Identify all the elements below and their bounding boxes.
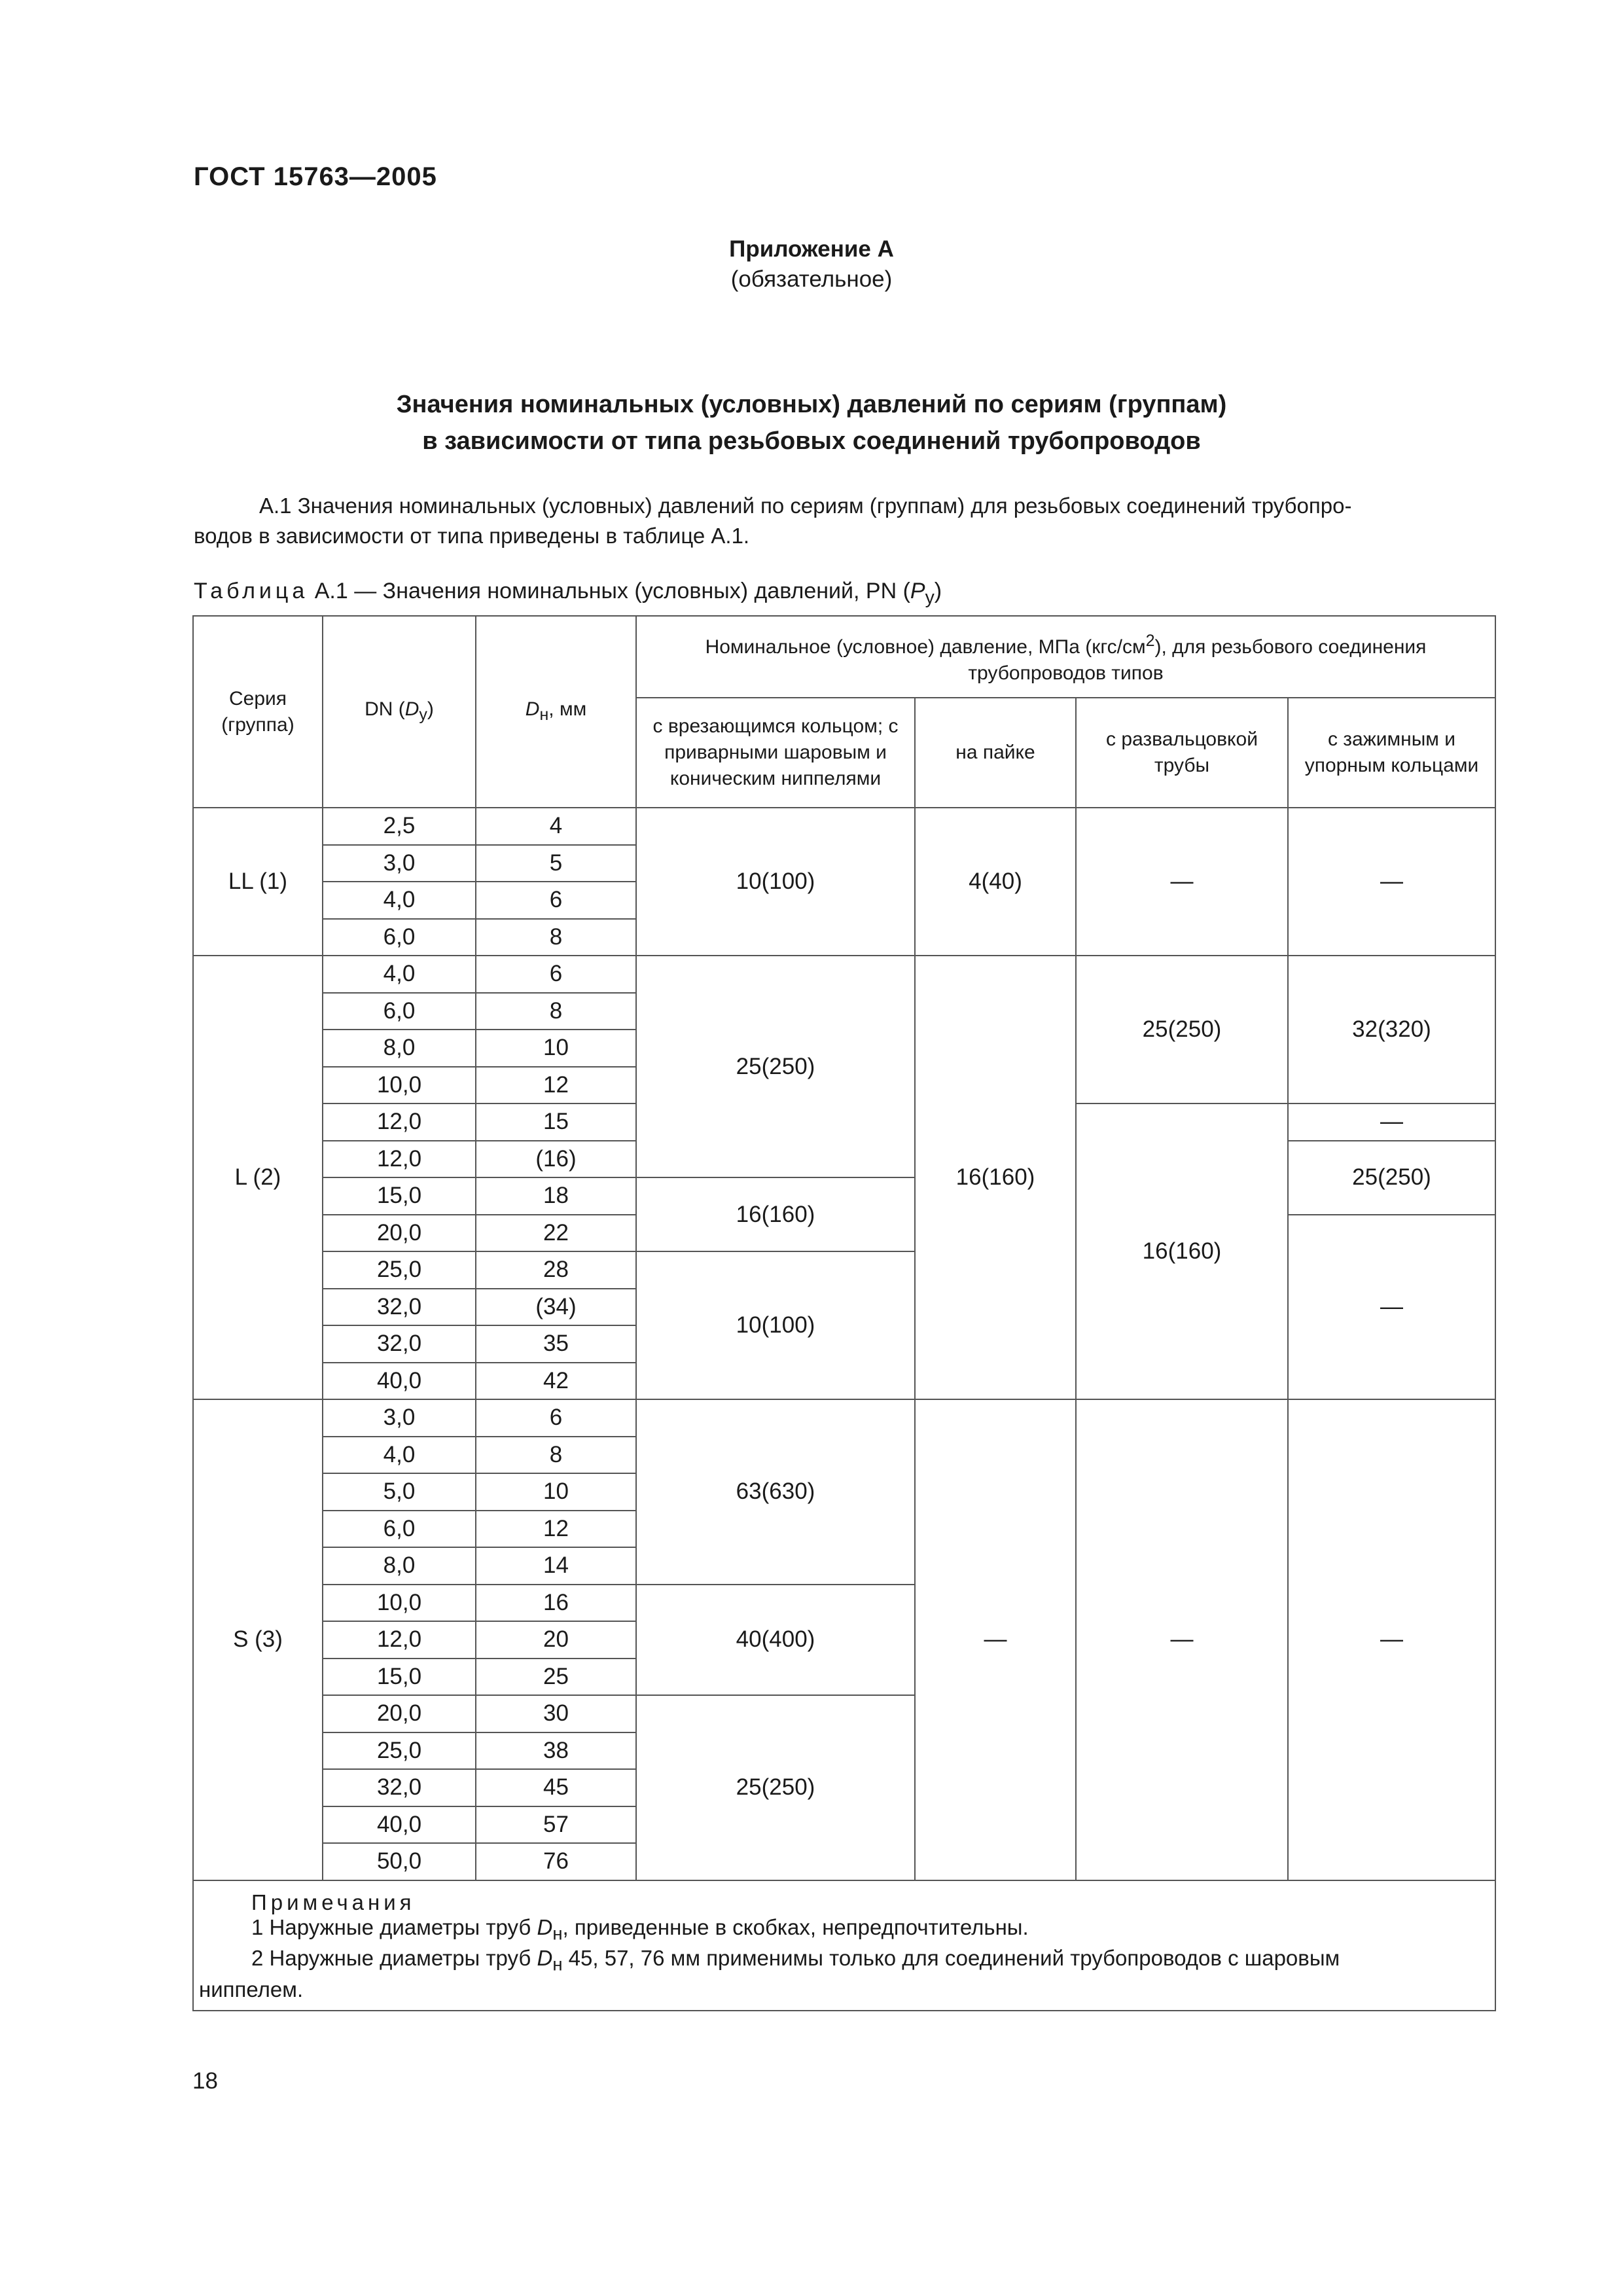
pressure-s-ring-a: 63(630) [636,1399,915,1585]
pressure-ll-solder: 4(40) [915,808,1076,956]
table-caption-close: ) [934,579,942,603]
dh-cell: 10 [476,1473,636,1511]
intro-paragraph [194,491,1496,551]
dh-cell: 22 [476,1215,636,1252]
dn-cell: 20,0 [323,1215,476,1252]
dn-cell: 2,5 [323,808,476,845]
header-type-clamp: с зажимным и упорным кольцами [1288,698,1495,808]
header-series: Серия (группа) [193,616,323,808]
header-pressure-sup: 2 [1145,631,1155,650]
dh-cell: 20 [476,1621,636,1659]
pressure-ll-clamp: — [1288,808,1495,956]
dn-cell: 12,0 [323,1103,476,1141]
pressure-l-clamp-d: — [1288,1215,1495,1400]
series-cell: LL (1) [193,808,323,956]
dh-cell: 10 [476,1030,636,1067]
dn-cell: 3,0 [323,845,476,882]
dn-cell: 8,0 [323,1547,476,1585]
pressure-l-flare-b: 16(160) [1076,1103,1288,1399]
dn-cell: 4,0 [323,882,476,919]
dn-cell: 8,0 [323,1030,476,1067]
pressure-l-ring-b: 16(160) [636,1177,915,1251]
note-2-cont: ниппелем. [199,1977,304,2001]
pressure-l-ring-c: 10(100) [636,1251,915,1399]
dn-cell: 40,0 [323,1806,476,1844]
pressure-l-clamp-c: 25(250) [1288,1141,1495,1215]
pressure-s-ring-b: 40(400) [636,1585,915,1696]
dn-cell: 25,0 [323,1732,476,1770]
dn-cell: 4,0 [323,956,476,993]
pressure-table [192,615,1496,2011]
header-pressure-text: Номинальное (условное) давление, МПа (кгс/см [705,636,1146,658]
table-row [193,1399,1495,1437]
table-caption-word: Таблица [194,579,309,603]
pressure-ll-ring: 10(100) [636,808,915,956]
dn-cell: 15,0 [323,1177,476,1215]
note-2-pre: 2 Наружные диаметры труб [251,1946,537,1971]
dh-cell: 57 [476,1806,636,1844]
note-1-post: , приведенные в скобках, непредпочтительны. [562,1914,1029,1939]
header-pressure-tail: ), для резьбового соединения трубопроводов типов [968,636,1427,684]
header-dh-sub: н [539,705,549,724]
dh-cell: 18 [476,1177,636,1215]
dn-cell: 6,0 [323,1511,476,1548]
dh-cell: 15 [476,1103,636,1141]
dn-cell: 40,0 [323,1363,476,1400]
pressure-l-ring-a: 25(250) [636,956,915,1177]
dn-cell: 10,0 [323,1585,476,1622]
series-cell: S (3) [193,1399,323,1880]
header-pressure [636,616,1495,698]
table-caption-var: P [910,579,925,603]
table-row [193,956,1495,993]
header-dh-var: D [525,698,540,720]
dh-cell: 6 [476,956,636,993]
intro-line-2: водов в зависимости от типа приведены в таблице А.1. [194,524,750,548]
header-dh-suffix: , мм [548,698,587,720]
appendix-heading [0,234,1623,295]
pressure-s-clamp: — [1288,1399,1495,1880]
dh-cell: 25 [476,1659,636,1696]
dh-cell: 30 [476,1695,636,1732]
note-1-sub: н [552,1923,563,1944]
dh-cell: (16) [476,1141,636,1178]
dn-cell: 5,0 [323,1473,476,1511]
title-line-2: в зависимости от типа резьбовых соединений трубопроводов [422,427,1201,455]
dn-cell: 12,0 [323,1141,476,1178]
standard-header: ГОСТ 15763—2005 [194,162,437,191]
dh-cell: 8 [476,993,636,1030]
dh-cell: 12 [476,1067,636,1104]
note-2-sub: н [552,1954,563,1975]
pressure-s-ring-c: 25(250) [636,1695,915,1880]
dn-cell: 6,0 [323,919,476,956]
note-1 [199,1915,1489,1946]
pressure-l-solder: 16(160) [915,956,1076,1399]
table-caption [194,579,942,609]
note-1-pre: 1 Наружные диаметры труб [251,1914,537,1939]
dh-cell: 5 [476,845,636,882]
dh-cell: 42 [476,1363,636,1400]
dn-cell: 4,0 [323,1437,476,1474]
table-row [193,808,1495,845]
dh-cell: 35 [476,1325,636,1363]
header-dn-sub: у [419,705,427,724]
notes-row [193,1880,1495,2011]
table-caption-sub: у [925,586,935,608]
dh-cell: 6 [476,1399,636,1437]
table-caption-text: А.1 — Значения номинальных (условных) давлений, PN ( [308,579,910,603]
note-2-var: D [537,1946,553,1971]
dh-cell: 8 [476,919,636,956]
dh-cell: 16 [476,1585,636,1622]
table-notes [193,1880,1495,2011]
header-type-flare: с развальцовкой трубы [1076,698,1288,808]
page-number: 18 [192,2068,218,2094]
note-1-var: D [537,1914,553,1939]
pressure-s-flare: — [1076,1399,1288,1880]
dh-cell: 8 [476,1437,636,1474]
dn-cell: 32,0 [323,1325,476,1363]
intro-line-1: А.1 Значения номинальных (условных) давлений по сериям (группам) для резьбовых соединений трубопро- [259,493,1352,518]
dn-cell: 6,0 [323,993,476,1030]
header-dn-suffix: ) [427,698,434,720]
dn-cell: 32,0 [323,1289,476,1326]
pressure-ll-flare: — [1076,808,1288,956]
header-type-solder: на пайке [915,698,1076,808]
series-cell: L (2) [193,956,323,1399]
dn-cell: 15,0 [323,1659,476,1696]
notes-title: Примечания [251,1890,416,1914]
pressure-l-clamp-a: 32(320) [1288,956,1495,1103]
header-dn-prefix: DN ( [365,698,405,720]
dh-cell: 14 [476,1547,636,1585]
header-type-ring: с врезающимся кольцом; с приварными шаровым и коническим ниппелями [636,698,915,808]
dh-cell: 12 [476,1511,636,1548]
dn-cell: 10,0 [323,1067,476,1104]
dh-cell: 45 [476,1769,636,1806]
pressure-s-solder: — [915,1399,1076,1880]
appendix-title [0,386,1623,459]
dn-cell: 32,0 [323,1769,476,1806]
dh-cell: 6 [476,882,636,919]
header-dn [323,616,476,808]
dh-cell: (34) [476,1289,636,1326]
header-dn-var: D [404,698,419,720]
title-line-1: Значения номинальных (условных) давлений по сериям (группам) [396,391,1227,418]
pressure-l-clamp-b: — [1288,1103,1495,1141]
dh-cell: 28 [476,1251,636,1289]
note-2-post: 45, 57, 76 мм применимы только для соединений трубопроводов с шаровым [562,1946,1340,1971]
dn-cell: 20,0 [323,1695,476,1732]
dn-cell: 12,0 [323,1621,476,1659]
dh-cell: 4 [476,808,636,845]
dh-cell: 38 [476,1732,636,1770]
appendix-name: Приложение А [729,236,894,262]
note-2 [199,1946,1489,1977]
dn-cell: 25,0 [323,1251,476,1289]
pressure-l-flare-a: 25(250) [1076,956,1288,1103]
appendix-status: (обязательное) [730,266,893,292]
dn-cell: 3,0 [323,1399,476,1437]
header-dh [476,616,636,808]
dh-cell: 76 [476,1843,636,1880]
dn-cell: 50,0 [323,1843,476,1880]
